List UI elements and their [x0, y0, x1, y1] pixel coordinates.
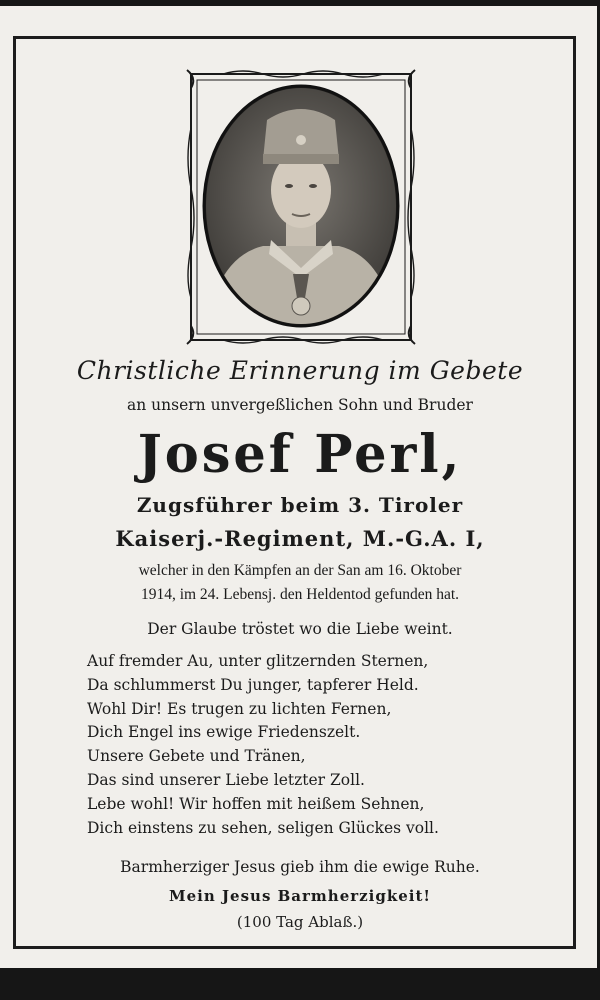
poem-line: Lebe wohl! Wir hoffen mit heißem Sehnen, [87, 794, 425, 813]
poem-line: Da schlummerst Du junger, tapferer Held. [87, 675, 419, 694]
portrait-frame [183, 68, 419, 346]
dedication-line: an unsern unvergeßlichen Sohn und Bruder [127, 396, 473, 414]
poem-line: Unsere Gebete und Tränen, [87, 747, 306, 766]
faith-line: Der Glaube tröstet wo die Liebe weint. [147, 620, 453, 638]
death-line-2: 1914, im 24. Lebensj. den Heldentod gefunden hat. [140, 586, 460, 603]
poem-line: Das sind unserer Liebe letzter Zoll. [87, 770, 365, 789]
invocation-line: Mein Jesus Barmherzigkeit! [168, 887, 431, 905]
deceased-name: Josef Perl, [137, 424, 463, 485]
indulgence-line: (100 Tag Ablaß.) [236, 913, 364, 931]
death-line-1: welcher in den Kämpfen an der San am 16. Oktober [138, 562, 462, 579]
memorial-poem [87, 650, 547, 840]
poem-line: Dich Engel ins ewige Friedenszelt. [87, 723, 361, 742]
poem-line: Auf fremder Au, unter glitzernden Sternen, [87, 652, 429, 670]
rank-line-2: Kaiserj.-Regiment, M.-G.A. I, [115, 526, 485, 551]
poem-line: Dich einstens zu sehen, seligen Glückes voll. [87, 818, 439, 837]
rank-line-1: Zugsführer beim 3. Tiroler [136, 493, 464, 517]
memorial-heading: Christliche Erinnerung im Gebete [76, 356, 524, 385]
poem-line: Wohl Dir! Es trugen zu lichten Fernen, [87, 699, 392, 718]
soldier-portrait-icon [183, 68, 419, 346]
prayer-line: Barmherziger Jesus gieb ihm die ewige Ruhe. [120, 858, 480, 876]
